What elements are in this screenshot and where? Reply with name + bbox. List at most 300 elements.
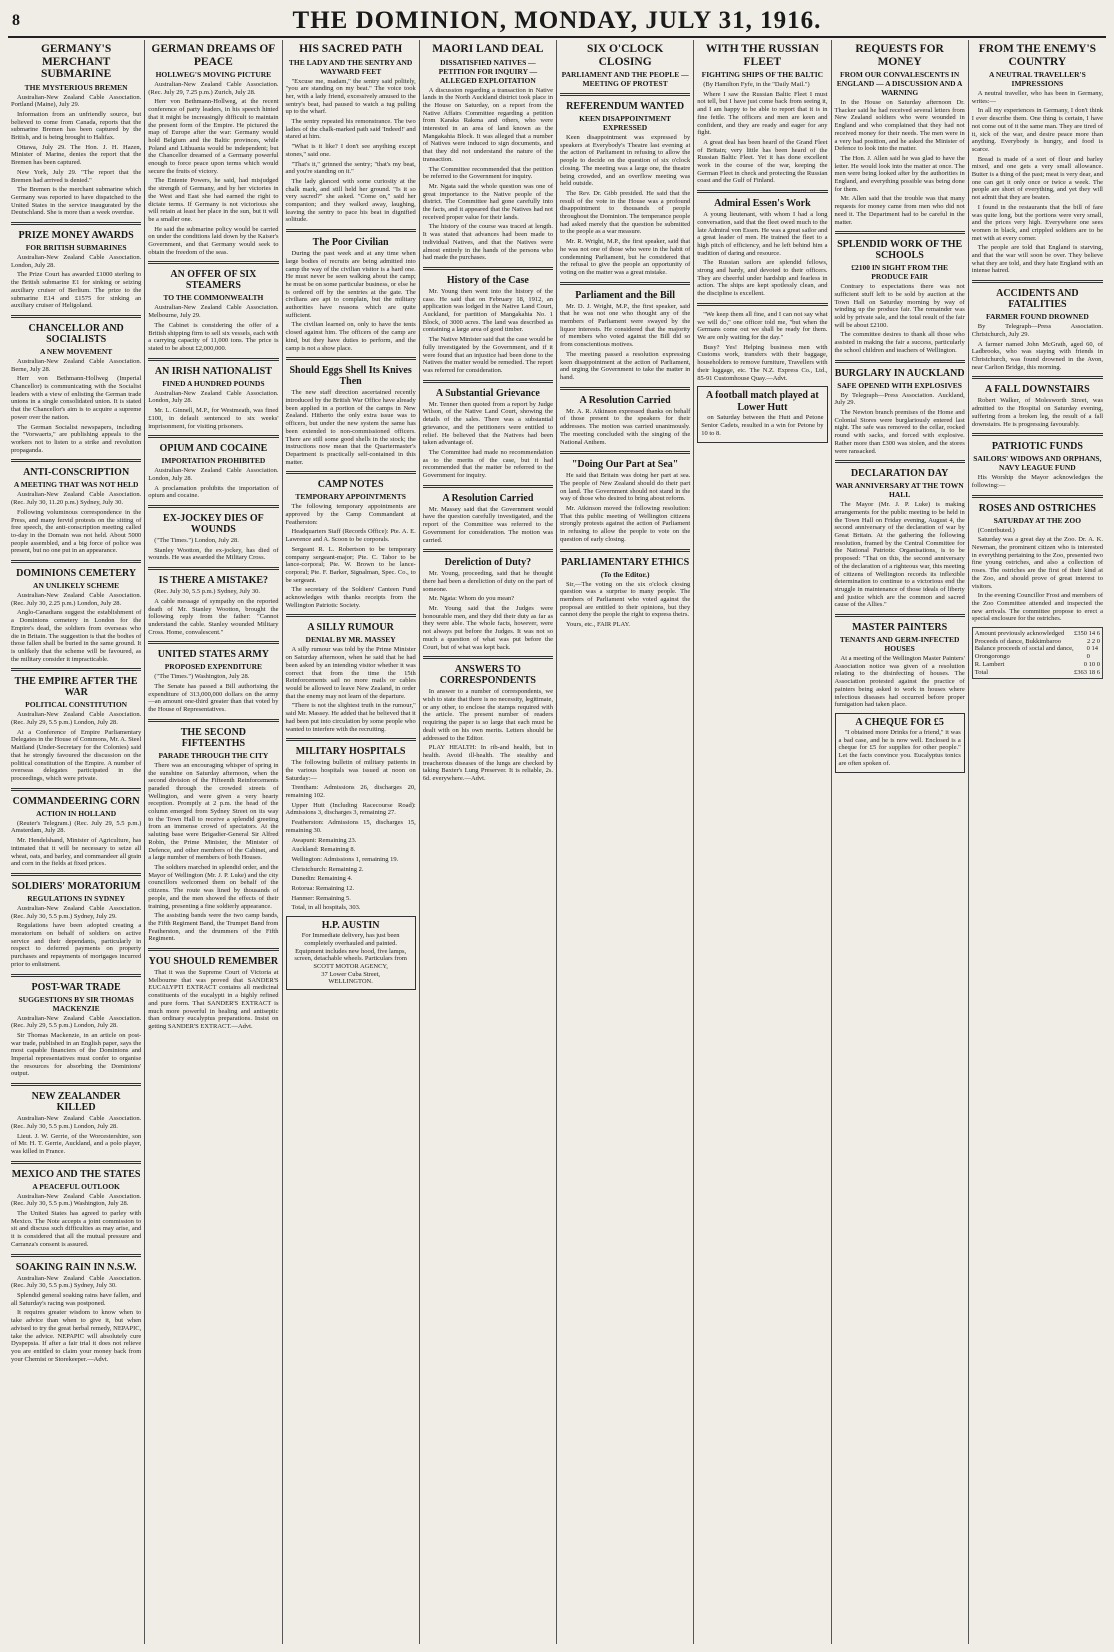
article-paragraph: Mr. Young, proceeding, said that he thought there had been a dereliction of duty on the part of someone. xyxy=(422,570,553,593)
column-2 xyxy=(145,40,282,1644)
article-paragraph: Ottawa, July 29. The Hon. J. H. Hazen, Minister of Marine, denies the report that the Bremen has been captured. xyxy=(11,143,142,167)
article-headline: THE SECOND FIFTEENTHS xyxy=(180,726,247,749)
article-headline: DECLARATION DAY xyxy=(850,468,949,480)
advertisement-title: H.P. AUSTIN xyxy=(321,920,380,932)
article-subhead: PARLIAMENT AND THE PEOPLE — MEETING OF PROTEST xyxy=(561,70,689,88)
article-subhead: DISSATISFIED NATIVES — PETITION FOR INQUIRY — ALLEGED EXPLOITATION xyxy=(438,57,538,85)
article-divider xyxy=(148,948,278,951)
article-paragraph: The Committee recommended that the petition be referred to the Government for inquiry. xyxy=(422,165,553,181)
article-divider xyxy=(11,1083,141,1086)
article-paragraph: The Bremen is the merchant submarine which Germany was reported to have dispatched to the United States in the service inaugurated by the Deutschland. She is more than a week overdue. xyxy=(11,186,142,217)
article xyxy=(11,1254,141,1364)
article-paragraph: Featherston: Admissions 15, discharges 15, remaining 30. xyxy=(285,819,416,834)
article xyxy=(972,433,1103,489)
column-6 xyxy=(694,40,831,1644)
article-paragraph: That it was the Supreme Court of Victoria at Melbourne that was proved that SANDER'S EUCALYPTI EXTRACT contains all medicinal constituents of the eucalypti in a highly refined and pure form. That SANDER'S EXTRACT is much more powerful in healing and antiseptic than ordinary eucalyptus preparations. Insist on getting SANDER'S EXTRACT.—Advt. xyxy=(148,969,279,1030)
columns-container xyxy=(8,40,1106,1644)
article xyxy=(11,668,141,782)
article-paragraph: Bread is made of a sort of flour and barley mixed, and one gets a very small allowance. Butter is a thing of the past; meat is very dear, and one can get it only once or twice a week. The people are short of everything, and yet they will not admit that they are beaten. xyxy=(971,155,1103,202)
article xyxy=(11,222,141,310)
article-headline: A Substantial Grievance xyxy=(435,387,540,399)
column-4 xyxy=(420,40,557,1644)
article-paragraph: Sir Thomas Mackenzie, in an article on post-war trade, published in an English paper, says the most capable financiers of the Dominions and Imperial representatives must confer to organise the resources for absorbing the Dominions' output. xyxy=(11,1031,142,1078)
article xyxy=(697,43,827,185)
article-headline: YOU SHOULD REMEMBER xyxy=(148,956,279,968)
article-divider xyxy=(148,261,278,264)
patriotic-fund-table xyxy=(972,627,1103,679)
article-paragraph: The lady glanced with some curiosity at the chalk mark, and still held her ground. "Is it so very sacred?" she asked. "Come on," said her companion; and they walked away, laughing, leaving the sentry to pace his beat in dignified solitude. xyxy=(285,177,416,224)
article-paragraph: Christchurch: Remaining 2. xyxy=(291,865,364,873)
article-paragraph: Australian-New Zealand Cable Association. (Rec. July 30, 5.5 p.m.) Washington, July 28. xyxy=(11,1192,142,1208)
article-subhead: SUGGESTIONS BY SIR THOMAS MACKENZIE xyxy=(18,994,134,1013)
article-paragraph: Stanley Wootton, the ex-jockey, has died of wounds. He was awarded the Military Cross. xyxy=(148,546,279,562)
article-divider xyxy=(11,1254,141,1257)
article-paragraph: Wellington: Admissions 1, remaining 19. xyxy=(291,855,399,863)
article-divider xyxy=(835,614,965,617)
article-paragraph: In the House on Saturday afternoon Dr. Thacker said he had received several letters from New Zealand soldiers who were wounded in England and who complained that they had not received money for their needs. The men were in a very bad position, and he asked the Minister of Defence to look into the matter. xyxy=(834,99,965,153)
article-paragraph: By Telegraph—Press Association. Christchurch, July 29. xyxy=(971,323,1103,338)
article xyxy=(148,261,278,352)
article-paragraph: The Rev. Dr. Gibb presided. He said that the result of the vote in the House was a profound disappointment to thousands of people throughout the Dominion. The temperance people had asked merely that the question be submitted to the people as a war measure. xyxy=(560,189,691,236)
fund-label: Balance proceeds of social and dance, Orongorongo xyxy=(974,645,1074,661)
article-paragraph: Australian-New Zealand Cable Association. London, July 28. xyxy=(148,467,279,482)
article-paragraph: He said the submarine policy would be carried on under the conditions laid down by the Kaiser's Government, and that Germany would seek to obtain the freedom of the seas. xyxy=(148,225,279,256)
article-headline: WITH THE RUSSIAN FLEET xyxy=(705,43,819,68)
article-paragraph: Mr. Ngata: Whom do you mean? xyxy=(428,595,515,603)
article xyxy=(11,560,141,663)
article-headline: History of the Case xyxy=(446,274,529,286)
article-headline: FROM THE ENEMY'S COUNTRY xyxy=(978,43,1097,68)
article-divider xyxy=(11,873,141,876)
article-subhead: TENANTS AND GERM-INFECTED HOUSES xyxy=(839,635,960,654)
article-paragraph: The history of the course was traced at length. It was stated that advances had been made to individual Natives, and that the Natives were almost entirely in the hands of the persons who had made the purchases. xyxy=(422,223,553,262)
article-subhead: £2100 IN SIGHT FROM THE PRODUCE FAIR xyxy=(851,263,949,282)
article-paragraph: Total, in all hospitals, 303. xyxy=(291,904,361,912)
article-subhead: ACTION IN HOLLAND xyxy=(36,808,117,818)
article-paragraph: ("The Times.") London, July 28. xyxy=(154,537,239,545)
article-paragraph: Auckland: Remaining 8. xyxy=(291,846,356,854)
article-paragraph: (Rec. July 30, 5.5 p.m.) Sydney, July 30. xyxy=(154,588,260,596)
article xyxy=(148,719,278,943)
article-headline: A Resolution Carried xyxy=(442,492,534,504)
article-headline: GERMAN DREAMS OF PEACE xyxy=(151,43,276,68)
article-paragraph: Yours, etc., FAIR PLAY. xyxy=(566,621,631,629)
article-subhead: REGULATIONS IN SYDNEY xyxy=(27,893,126,903)
article-headline: HIS SACRED PATH xyxy=(299,43,403,55)
article-divider xyxy=(560,282,690,285)
column-1 xyxy=(8,40,145,1644)
article-divider xyxy=(972,433,1103,436)
article-paragraph: Sergeant R. L. Robertson to be temporary company sergeant-major; Pte. C. Tabor to be lance-corporal; Pte. W. Brown to be lance-corporal; Pte. F. Barker, Signalman, Spec. Co., to be sergeant. xyxy=(285,545,416,584)
article-headline: MAORI LAND DEAL xyxy=(432,43,544,55)
article-divider xyxy=(835,460,965,463)
article-paragraph: The Russian sailors are splendid fellows, strong and hardy, and devoted to their officers. They are cheerful under hardship and fearless in action. The ships are kept spotlessly clean, and the discipline is excellent. xyxy=(697,259,828,298)
notice-divider xyxy=(423,656,553,659)
article-subhead: PARADE THROUGH THE CITY xyxy=(158,750,269,760)
article xyxy=(11,974,141,1079)
article-subhead: A MEETING THAT WAS NOT HELD xyxy=(13,480,139,490)
article-divider xyxy=(560,93,690,96)
article-paragraph: Australian-New Zealand Cable Association. (Rec. July 29, 5.5 p.m.) London, July 28. xyxy=(11,1014,142,1030)
article-headline: A SILLY RUMOUR xyxy=(307,622,394,634)
article-paragraph: The German Socialist newspapers, including the "Vorwaerts," are publishing appeals to the workers not to listen to a strike and revolution propaganda. xyxy=(11,423,142,454)
article-divider xyxy=(286,614,416,617)
advertisement xyxy=(697,386,827,443)
article-paragraph: A cable message of sympathy on the reported death of Mr. Stanley Wootton, brought the following reply from the father: "Cannot understand the cable. Stanley wounded Military Cross. Home, convalescent." xyxy=(148,597,279,636)
article-divider xyxy=(11,315,141,318)
article-paragraph: Mr. Ngata said the whole question was one of great importance to the Native people of the district. The Committee had gone carefully into the facts, and it appeared that the Natives had not received proper value for their lands. xyxy=(422,182,553,221)
article-subhead: TEMPORARY APPOINTMENTS xyxy=(295,492,406,502)
article-subhead: FINED A HUNDRED POUNDS xyxy=(162,378,265,388)
article-subhead: FROM OUR CONVALESCENTS IN ENGLAND — A DISCUSSION AND A WARNING xyxy=(836,70,963,97)
article-paragraph: Robert Walker, of Molesworth Street, was admitted to the Hospital on Saturday evening, suffering from a broken leg, the result of a fall downstairs. He is progressing favourably. xyxy=(971,397,1103,428)
article-paragraph: The soldiers marched in splendid order, and the Mayor of Wellington (Mr. J. P. Luke) and the city councillors welcomed them on behalf of the citizens. The route was lined by thousands of people, and the men showed the effects of their training, presenting a fine soldierly appearance. xyxy=(148,864,279,910)
article-paragraph: (Reuter's Telegram.) (Rec. July 29, 5.5 p.m.) Amsterdam, July 28. xyxy=(11,819,142,835)
article xyxy=(11,1161,141,1249)
article-subhead: FOR BRITISH SUBMARINES xyxy=(25,243,127,253)
article-paragraph: Australian-New Zealand Cable Association. (Rec. July 30, 5.5 p.m.) London, July 28. xyxy=(11,1115,142,1130)
article-divider xyxy=(697,190,827,193)
column-7 xyxy=(832,40,969,1644)
article-paragraph: Dunedin: Remaining 4. xyxy=(291,875,353,883)
article-subhead: A PEACEFUL OUTLOOK xyxy=(32,1181,120,1191)
fund-row xyxy=(975,630,1100,638)
notice-headline: ANSWERS TO CORRESPONDENTS xyxy=(439,664,536,687)
article-paragraph: The United States has agreed to parley with Mexico. The Note accepts a joint commission to sit and discuss such difficulties as may arise, and it is considered that all the mutual pressure and Carranza's consent is assured. xyxy=(11,1210,142,1248)
column-3 xyxy=(283,40,420,1644)
article-headline: ACCIDENTS AND FATALITIES xyxy=(996,288,1079,311)
article-subhead: (To the Editor.) xyxy=(600,569,650,579)
article-paragraph: Mr. D. J. Wright, M.P., the first speaker, said that he was not one who thought any of the members of Parliament were swayed by the liquor interests. He considered that the majority of members who voted against the Bill did so from conscientious motives. xyxy=(560,302,691,349)
article-subhead: HOLLWEG'S MOVING PICTURE xyxy=(155,70,272,79)
article-divider xyxy=(560,451,690,454)
article-paragraph: Australian-New Zealand Cable Association. Berne, July 28. xyxy=(11,357,142,373)
fund-amount: 0 10 0 xyxy=(1083,660,1100,668)
article-paragraph: Splendid general soaking rains have fallen, and all Saturday's racing was postponed. xyxy=(11,1292,142,1307)
advertisement-line: Equipment includes new hood, five lamps, screen, detachable wheels. Particulars from xyxy=(294,947,407,963)
article-divider xyxy=(148,505,278,508)
article-headline: SOAKING RAIN IN N.S.W. xyxy=(15,1261,137,1273)
article-paragraph: Mr. Young then went into the history of the case. He said that on February 18, 1912, an application was lodged in the Native Land Court, Auckland, for partition of Mangakahia No. 1 Block, of 3000 acres. The land was described as containing a large area of good timber. xyxy=(422,287,553,334)
article-headline: MEXICO AND THE STATES xyxy=(11,1168,141,1180)
article-paragraph: There was an encouraging whisper of spring in the sunshine on Saturday afternoon, when the second division of the Fifteenth Reinforcements paraded through the crowded streets of Wellington, and were given a very hearty reception. Promptly at 2 p.m. the head of the column emerged from Sydney Street on its way to the Town Hall to receive a splendid greeting from an immense crowd of spectators. At the saluting base were Brigadier-General Sir Alfred Robin, the Prime Minister, the Minister of Defence, and other members of the Cabinet, and a large number of members of both Houses. xyxy=(148,761,279,862)
article-divider xyxy=(423,485,553,488)
article-headline: A Resolution Carried xyxy=(579,394,671,406)
article-subhead: DENIAL BY MR. MASSEY xyxy=(305,635,396,645)
article-headline: NEW ZEALANDER KILLED xyxy=(31,1091,121,1114)
article xyxy=(423,485,553,545)
article xyxy=(148,358,278,431)
article-subhead: FIGHTING SHIPS OF THE BALTIC xyxy=(701,70,824,79)
article-paragraph: "We keep them all fine, and I can not say what we will do," one officer told me, "but when the Germans come out we shall be ready for them. We are only waiting for the day." xyxy=(697,310,828,341)
article xyxy=(560,43,690,88)
article-headline: PARLIAMENTARY ETHICS xyxy=(561,556,690,568)
article-subhead: SAFE OPENED WITH EXPLOSIVES xyxy=(837,380,962,390)
article-headline: THE EMPIRE AFTER THE WAR xyxy=(14,676,138,699)
article-paragraph: Mr. R. Wright, M.P., the first speaker, said that he was not one of those who were in the habit of condemning Parliament, but he considered that the refusal to give the people an opportunity of voting on the matter was a great mistake. xyxy=(560,238,691,276)
notice-advert: PLAY HEALTH: In rib-and health, but in health. Avoid ill-health. The stealthy and treacherous diseases of the lungs are checked by taking Baxter's Lung Preserver. It is reliable, 2s. 6d. everywhere.—Advt. xyxy=(422,744,553,783)
article-headline: CHANCELLOR AND SOCIALISTS xyxy=(28,322,124,345)
article-subhead: POLITICAL CONSTITUTION xyxy=(25,700,128,710)
article-paragraph: ("The Times.") Washington, July 28. xyxy=(154,673,250,681)
article xyxy=(835,43,965,226)
article-divider xyxy=(972,495,1103,498)
article-paragraph: The civilian learned on, only to have the tents closed against him. The officers of the camp are kind, but they have duties to perform, and the camp is not a show place. xyxy=(285,321,416,352)
article-subhead: KEEN DISAPPOINTMENT EXPRESSED xyxy=(579,114,672,132)
article-divider xyxy=(11,1161,141,1164)
article-subhead: THE LADY AND THE SENTRY AND WAYWARD FEET xyxy=(288,57,413,76)
article xyxy=(11,873,141,969)
article-headline: Parliament and the Bill xyxy=(575,289,675,301)
article-subhead: TO THE COMMONWEALTH xyxy=(163,293,264,303)
article-divider xyxy=(11,222,141,225)
article xyxy=(560,93,690,277)
article-subhead: A NEW MOVEMENT xyxy=(39,346,113,356)
article-headline: ROSES AND OSTRICHES xyxy=(978,502,1096,514)
article xyxy=(148,435,278,500)
article xyxy=(972,495,1103,623)
article xyxy=(148,948,278,1031)
fund-row xyxy=(975,645,1100,660)
article-divider xyxy=(972,376,1103,379)
article-divider xyxy=(423,267,553,270)
article-divider xyxy=(286,738,416,741)
article-paragraph: The assisting bands were the two camp bands, the Fifth Regiment Band, the Trumpet Band from Featherston, and the drummers of the Fifth Regiment. xyxy=(148,912,279,943)
article-divider xyxy=(835,360,965,363)
article-headline: AN OFFER OF SIX STEAMERS xyxy=(170,269,257,292)
article xyxy=(148,505,278,562)
fund-label: Proceeds of dance, Bukkimbaroo xyxy=(974,637,1062,645)
advertisement-text: "I obtained more Drinks for a friend," it was a bad case, and he is now well. Enclosed is a cheque for £5 for supplies for other people." Let the facts convince you. Eucalyptus tonics are often spoken of. xyxy=(838,728,961,767)
article-paragraph: Anglo-Canadians suggest the establishment of a Dominions cemetery in London for the Empire's dead, the soldiers from overseas who die in Britain. The suggestion is that the bodies of those fallen shall be buried in the same ground. It is unlikely that the scheme will be favoured, as the military consider it impracticable. xyxy=(11,609,142,663)
article-divider xyxy=(286,229,416,232)
newspaper-title: THE DOMINION, MONDAY, JULY 31, 1916. xyxy=(292,7,822,34)
article xyxy=(286,614,416,733)
article-subhead: WAR ANNIVERSARY AT THE TOWN HALL xyxy=(835,481,964,500)
article-paragraph: Lieut. J. W. Gerrie, of the Worcestershire, son of Mr. H. T. Gerrie, Auckland, and a polo player, was killed in France. xyxy=(11,1132,142,1155)
article-headline: REFERENDUM WANTED xyxy=(566,101,685,112)
article-paragraph: By Telegraph—Press Association. Auckland, July 29. xyxy=(834,391,965,407)
fund-amount: 2 2 0 xyxy=(1087,637,1100,645)
article-paragraph: A neutral traveller, who has been in Germany, writes:— xyxy=(971,90,1103,105)
advertisement xyxy=(286,916,416,990)
article-headline: Should Eggs Shell Its Knives Then xyxy=(289,365,412,388)
article-paragraph: I found in the restaurants that the bill of fare was quite long, but the portions were very small, and the prices very high. Everywhere one sees women in black, and crippled soldiers are to be met with at every corner. xyxy=(971,203,1103,242)
article-subhead: AN UNLIKELY SCHEME xyxy=(33,581,120,591)
article-paragraph: Australian-New Zealand Cable Association. (Rec. July 30, 11.20 p.m.) Sydney, July 30. xyxy=(11,491,142,507)
article-divider xyxy=(423,380,553,383)
masthead xyxy=(8,6,1106,38)
article xyxy=(11,43,141,217)
article xyxy=(148,567,278,636)
article-paragraph: Busy? Yes! Helping business men with Customs work, transfers with their baggage, householders to remove furniture, Travellers with their luggage, etc. The N.Z. Express Co., Ltd., 85-91 Customhouse Quay.—Advt. xyxy=(697,343,828,382)
article-paragraph: The sentry repeated his remonstrance. The two ladies of the chalk-marked path said 'Indeed!' and stared at him. xyxy=(285,118,416,141)
article-headline: REQUESTS FOR MONEY xyxy=(855,43,944,68)
article-divider xyxy=(972,280,1103,283)
article-paragraph: Awapuni: Remaining 23. xyxy=(291,836,357,844)
article-divider xyxy=(11,560,141,563)
fund-label: Total xyxy=(974,668,989,676)
article-divider xyxy=(11,668,141,671)
article xyxy=(697,303,827,382)
article-paragraph: Upper Hutt (Including Racecourse Road): Admissions 3, discharges 3, remaining 27. xyxy=(285,801,416,817)
article-paragraph: Information from an unfriendly source, but believed to come from Canada, reports that the submarine Bremen has been captured by the British, and is being brought to Halifax. xyxy=(11,110,142,142)
article-paragraph: Trentham: Admissions 26, discharges 20, remaining 102. xyxy=(285,784,416,800)
fund-row xyxy=(975,638,1100,646)
article-paragraph: A discussion regarding a transaction in Native lands in the North Auckland district took place in the House on Saturday, on a report from the Native Affairs Committee regarding a petition from Karaka Rakena and others, who were interested in an area of land known as the Mangakahia Block. It was alleged that a number of Natives were induced to sign documents, and that they did not understand the nature of the transaction. xyxy=(422,86,553,163)
article-paragraph: The new staff direction ascertained recently introduced by the British War Office have already been applied in a portion of the camps in New Zealand. Hitherto the only extra issue was to officers, but under the new system the same has been extended to non-commissioned officers. There are still some good shells in the stock; the instructions now mean that the Quartermaster's Department is practically self-contained in this matter. xyxy=(285,389,416,466)
advertisement-line: SCOTT MOTOR AGENCY, xyxy=(313,962,388,970)
article-paragraph: The Entente Powers, he said, had misjudged the strength of Germany, and by her victories in the West and East she had earned the right to dictate terms. If Germany is not victorious she will retain at least her place in the sun, but it will be a smaller one. xyxy=(148,177,279,223)
article-paragraph: (By Hamilton Fyfe, in the "Daily Mail.") xyxy=(703,81,810,88)
article-subhead: SAILORS' WIDOWS AND ORPHANS, NAVY LEAGUE FUND xyxy=(973,454,1102,473)
article xyxy=(423,549,553,651)
article xyxy=(972,280,1103,371)
article-paragraph: Mr. L. Ginnell, M.P., for Westmeath, was fined £100, in default sentenced to six weeks' imprisonment, for visiting prisoners. xyxy=(148,407,279,430)
article-headline: CAMP NOTES xyxy=(317,479,384,491)
article-headline: SOLDIERS' MORATORIUM xyxy=(11,880,141,892)
article-subhead: A NEUTRAL TRAVELLER'S IMPRESSIONS xyxy=(988,70,1086,88)
article-paragraph: Rotorua: Remaining 12. xyxy=(291,885,355,893)
article xyxy=(835,231,965,354)
article xyxy=(11,459,141,555)
article-paragraph: Mr. Hendelshand, Minister of Agriculture, has intimated that it will be necessary to seize all wheat, oats, and barley, and commandeer all grain and corn in the fields at fixed prices. xyxy=(11,837,142,868)
article-divider xyxy=(423,549,553,552)
article-paragraph: The Prize Court has awarded £1000 sterling to the British submarine E1 for sinking or seizing auxiliary cruiser of Berlium. The prize to the submarine E14 and £1575 for sinking an auxiliary cruiser of Heligoland. xyxy=(11,271,142,310)
article-divider xyxy=(148,435,278,438)
article-divider xyxy=(11,788,141,791)
article-headline: The Poor Civilian xyxy=(312,237,389,249)
article-divider xyxy=(11,974,141,977)
article-headline: BURGLARY IN AUCKLAND xyxy=(834,367,965,379)
article-paragraph: His Worship the Mayor acknowledges the following:— xyxy=(971,474,1103,489)
article-headline: OPIUM AND COCAINE xyxy=(159,443,268,455)
fund-label: Amount previously acknowledged xyxy=(974,630,1065,638)
article-headline: Admiral Essen's Work xyxy=(714,198,811,210)
article-paragraph: Regulations have been adopted creating a moratorium on behalf of soldiers on active service and their dependants, particularly in respect to deferred payments on property purchases and repayments of mortgages incurred prior to enlistment. xyxy=(11,922,142,968)
article xyxy=(286,229,416,352)
article-paragraph: The Hon. J. Allen said he was glad to have the letter. He would look into the matter at once. The men were being looked after by the authorities in England, and everything possible was being done for them. xyxy=(834,154,965,193)
article-divider xyxy=(11,459,141,462)
article-paragraph: He said that Britain was doing her part at sea. The people of New Zealand should do their part on land. The Government should not stand in the way of those who desired to bring about reform. xyxy=(560,472,691,503)
article-paragraph: In the evening Councillor Frost and members of the Zoo Committee attended and inspected the new arrivals. The committee propose to erect a special enclosure for the ostriches. xyxy=(971,592,1103,623)
article-paragraph: Saturday was a great day at the Zoo. Dr. A. K. Newman, the prominent citizen who is interested in everything pertaining to the Zoo, presented two fine young ostriches, and also a collection of roses. The ostriches are the first of their kind at the Zoo, and should prove of great interest to visitors. xyxy=(971,536,1103,590)
article-headline: GERMANY'S MERCHANT SUBMARINE xyxy=(40,43,112,80)
article xyxy=(148,43,278,256)
fund-amount: £350 14 6 xyxy=(1074,630,1100,638)
article-divider xyxy=(835,231,965,234)
article-divider xyxy=(560,387,690,390)
article xyxy=(286,738,416,912)
article-headline: A FALL DOWNSTAIRS xyxy=(985,384,1090,396)
article-headline: PATRIOTIC FUNDS xyxy=(991,441,1083,453)
article-paragraph: Mr. Young said that the Judges were honourable men, and they did their duty as far as they were able. The whole facts, however, were not always put before the Judges. It was not so much a question of what was put before the Court, but of what was kept back. xyxy=(422,605,553,651)
notice-text: In answer to a number of correspondents, we wish to state that there is no necessity, legitimate, or any other, to enclose the stamps required with the article. The present number of readers requiring the paper is so large that each must be dealt with on his own merits. Letters should be addressed to the Editor. xyxy=(422,688,553,742)
advertisement-text: on Saturday between the Hutt and Petone Senior Cadets, resulted in a win for Petone by 10 to 8. xyxy=(701,414,824,437)
article-paragraph: Mr. Allen said that the trouble was that many requests for money came from men who did not need it. The Department had to be careful in the matter. xyxy=(834,195,965,226)
article xyxy=(423,267,553,375)
article-paragraph: The secretary of the Soldiers' Canteen Fund acknowledges with thanks receipts from the Wellington Patriotic Society. xyxy=(285,586,416,609)
article-paragraph: Sir,—The voting on the six o'clock closing question was a surprise to many people. The members of Parliament who voted against the proposal are entitled to their opinions, but they cannot deny the people the right to express theirs. xyxy=(560,580,691,619)
article xyxy=(286,471,416,609)
article xyxy=(835,360,965,456)
article-paragraph: The following temporary appointments are approved by the Camp Commandant at Featherston: xyxy=(285,503,416,526)
article-paragraph: Australian-New Zealand Cable Association. (Rec. July 30, 2.25 p.m.) London, July 28. xyxy=(11,592,142,607)
article-paragraph: A young lieutenant, with whom I had a long conversation, said that the fleet owed much to the late Admiral von Essen. He was a great sailor and a great leader of men. He trained the fleet to a high pitch of efficiency, and he left behind him a tradition of daring and resource. xyxy=(697,211,828,257)
article-paragraph: A proclamation prohibits the importation of opium and cocaine. xyxy=(148,484,279,500)
article-paragraph: The following bulletin of military patients in the various hospitals was issued at noon on Saturday:— xyxy=(285,759,416,782)
article-headline: DOMINIONS CEMETERY xyxy=(16,568,137,580)
article xyxy=(11,788,141,868)
article-paragraph: Mr. Atkinson moved the following resolution: That this public meeting of Wellington citizens strongly protests against the action of Parliament in refusing to allow the people to vote on the question of early closing. xyxy=(560,505,691,543)
article-divider xyxy=(148,641,278,644)
article-paragraph: Australian-New Zealand Cable Association. Melbourne, July 29. xyxy=(148,304,279,320)
article-paragraph: Mr. Tenner then quoted from a report by Judge Wilson, of the Native Land Court, showing the details of the sales. There was a substantial grievance, and the petitioners were entitled to relief. He believed that the Natives had been taken advantage of. xyxy=(422,400,553,447)
article-paragraph: A silly rumour was told by the Prime Minister on Saturday afternoon, when he said that he had been asked by an intending visitor whether it was correct that from the time the 15th Reinforcements sail no more mails or cables would be allowed to leave New Zealand, in order that the enemy may not learn of the departure. xyxy=(285,646,416,700)
article-headline: SPLENDID WORK OF THE SCHOOLS xyxy=(837,239,963,262)
article xyxy=(835,460,965,609)
article-paragraph: Mr. Massey said that the Government would have the question carefully investigated, and the report of the Committee was referred to the Government for consideration. The motion was carried. xyxy=(422,505,553,544)
article-subhead: IMPORTATION PROHIBITED xyxy=(161,456,266,466)
article-paragraph: At a meeting of the Wellington Master Painters' Association notice was given of a resolution relating to the disinfecting of houses. The Association protested against the practice of painters being asked to work in houses where infectious diseases had occurred before proper fumigation had taken place. xyxy=(834,655,965,709)
article xyxy=(11,315,141,454)
article-headline: MILITARY HOSPITALS xyxy=(295,746,406,758)
article-subhead: THE MYSTERIOUS BREMEN xyxy=(24,82,128,92)
article xyxy=(835,614,965,709)
article xyxy=(972,376,1103,428)
article-paragraph: The meeting passed a resolution expressing keen disappointment at the action of Parliament, and urging the Government to take the matter in hand. xyxy=(560,350,691,381)
article-paragraph: A farmer named John McGrath, aged 60, of Ladbrooks, who was staying with friends in Christchurch, was found drowned in the Avon, near Carlton Bridge, this morning. xyxy=(971,340,1103,371)
article-paragraph: "What is it like? I don't see anything except stones," said one. xyxy=(285,143,416,158)
advertisement-line: For Immediate delivery, has just been completely overhauled and painted. xyxy=(301,932,400,947)
article-paragraph: Headquarters Staff (Records Office): Pte. A. E. Lawrence and A. Scoon to be corporals. xyxy=(285,528,416,544)
article-headline: EX-JOCKEY DIES OF WOUNDS xyxy=(162,513,264,536)
article-paragraph: (Contributed.) xyxy=(977,526,1015,534)
article xyxy=(148,641,278,714)
article-paragraph: "That's it," grinned the sentry; "that's my beat, and you're standing on it." xyxy=(285,160,416,176)
article-headline: PRIZE MONEY AWARDS xyxy=(18,230,134,242)
article xyxy=(423,43,553,262)
article-paragraph: Following voluminous correspondence in the Press, and many fervid protests on the sitting of free speech, the anti-conscription meeting called to-day in the Domain was not held. About 5000 people assembled, and a big force of police was present, but no one put in an appearance. xyxy=(11,508,142,555)
article-headline: POST-WAR TRADE xyxy=(31,981,121,993)
article-headline: ANTI-CONSCRIPTION xyxy=(23,467,130,479)
article xyxy=(697,190,827,298)
article-paragraph: Australian-New Zealand Cable Association. (Rec. July 30, 5.5 p.m.) Sydney, July 30. xyxy=(11,1274,142,1290)
article-paragraph: "Excuse me, madam," the sentry said politely, "you are standing on my beat." The voice took her, with a lady friend, excessively amused to the sentry's beat, had paused to watch a tug pulling up to the wharf. xyxy=(285,77,416,116)
fund-label: R. Lambert xyxy=(974,660,1005,668)
article xyxy=(423,380,553,480)
article-paragraph: Australian-New Zealand Cable Association. London, July 28. xyxy=(11,254,142,269)
fund-row xyxy=(975,669,1100,677)
advertisement-line: WELLINGTON. xyxy=(328,978,373,986)
article-subhead: PROPOSED EXPENDITURE xyxy=(164,662,263,672)
article-paragraph: The people are told that England is starving, and that the war will soon be over. They believe what they are told, and they hate England with an intense hatred. xyxy=(971,244,1103,275)
article-paragraph: The Mayor (Mr. J. P. Luke) is making arrangements for the public meeting to be held in the Town Hall on Friday evening, August 4, the second anniversary of the declaration of war by Great Britain. At the gathering the following resolution, framed by the Central Committee for the National Patriotic Organisations, is to be proposed: "That on this, the second anniversary of the declaration of a righteous war, this meeting of citizens of Wellington records its inflexible determination to continue to a victorious end the struggle in maintenance of those ideals of liberty and justice which are the common and sacred cause of the Allies." xyxy=(834,501,965,609)
advertisement-line: 37 Lower Cuba Street, xyxy=(321,970,381,978)
article-headline: UNITED STATES ARMY xyxy=(157,649,270,661)
article-paragraph: Herr von Bethmann-Hollweg (Imperial Chancellor) is communicating with the Socialist leaders with a view of enlisting the German trade unions in a single consolidated union. It is stated that the Chancellor's aim is to acquire a supreme power over the nation. xyxy=(11,375,142,421)
article-paragraph: The Cabinet is considering the offer of a British shipping firm to sell six vessels, each with a carrying capacity of 11,000 tons. The price is stated to be about £2,000,000. xyxy=(148,321,279,352)
article-paragraph: Hanmer: Remaining 5. xyxy=(291,894,351,902)
page-number: 8 xyxy=(12,12,20,29)
article-paragraph: New York, July 29. "The report that the Bremen had arrived is denied." xyxy=(11,168,142,184)
article-paragraph: A great deal has been heard of the Grand Fleet of Britain; very little has been heard of the Russian Baltic Fleet. Yet it has done excellent work in the course of the war, keeping the German Fleet in check and protecting the Russian coast and the Gulf of Finland. xyxy=(697,138,828,185)
article-paragraph: Herr von Bethmann-Hollweg, at the recent conference of party leaders, in his speech hinted that it might be increasingly difficult to maintain the present form of the Empire. He pictured the map of Europe after the war: Germany would hold Belgium and the Baltic provinces, while Poland and Lithuania would be independent; but the Chancellor dreamed of a Germany powerful enough to force peace upon terms which would secure the fruits of victory. xyxy=(148,98,279,175)
article-paragraph: During the past week and at any time when large bodies of recruits are being admitted into camp the way of the civilian visitor is a hard one. He must never be seen walking about the camp; he must be on some particular business, or else he is ordered off by the sentries at the gate. The civilians are apt to complain, but the military authorities have reasons which are quite sufficient. xyxy=(285,250,416,319)
article-headline: MASTER PAINTERS xyxy=(852,622,948,634)
article-headline: SIX O'CLOCK CLOSING xyxy=(586,43,664,68)
article-divider xyxy=(286,471,416,474)
